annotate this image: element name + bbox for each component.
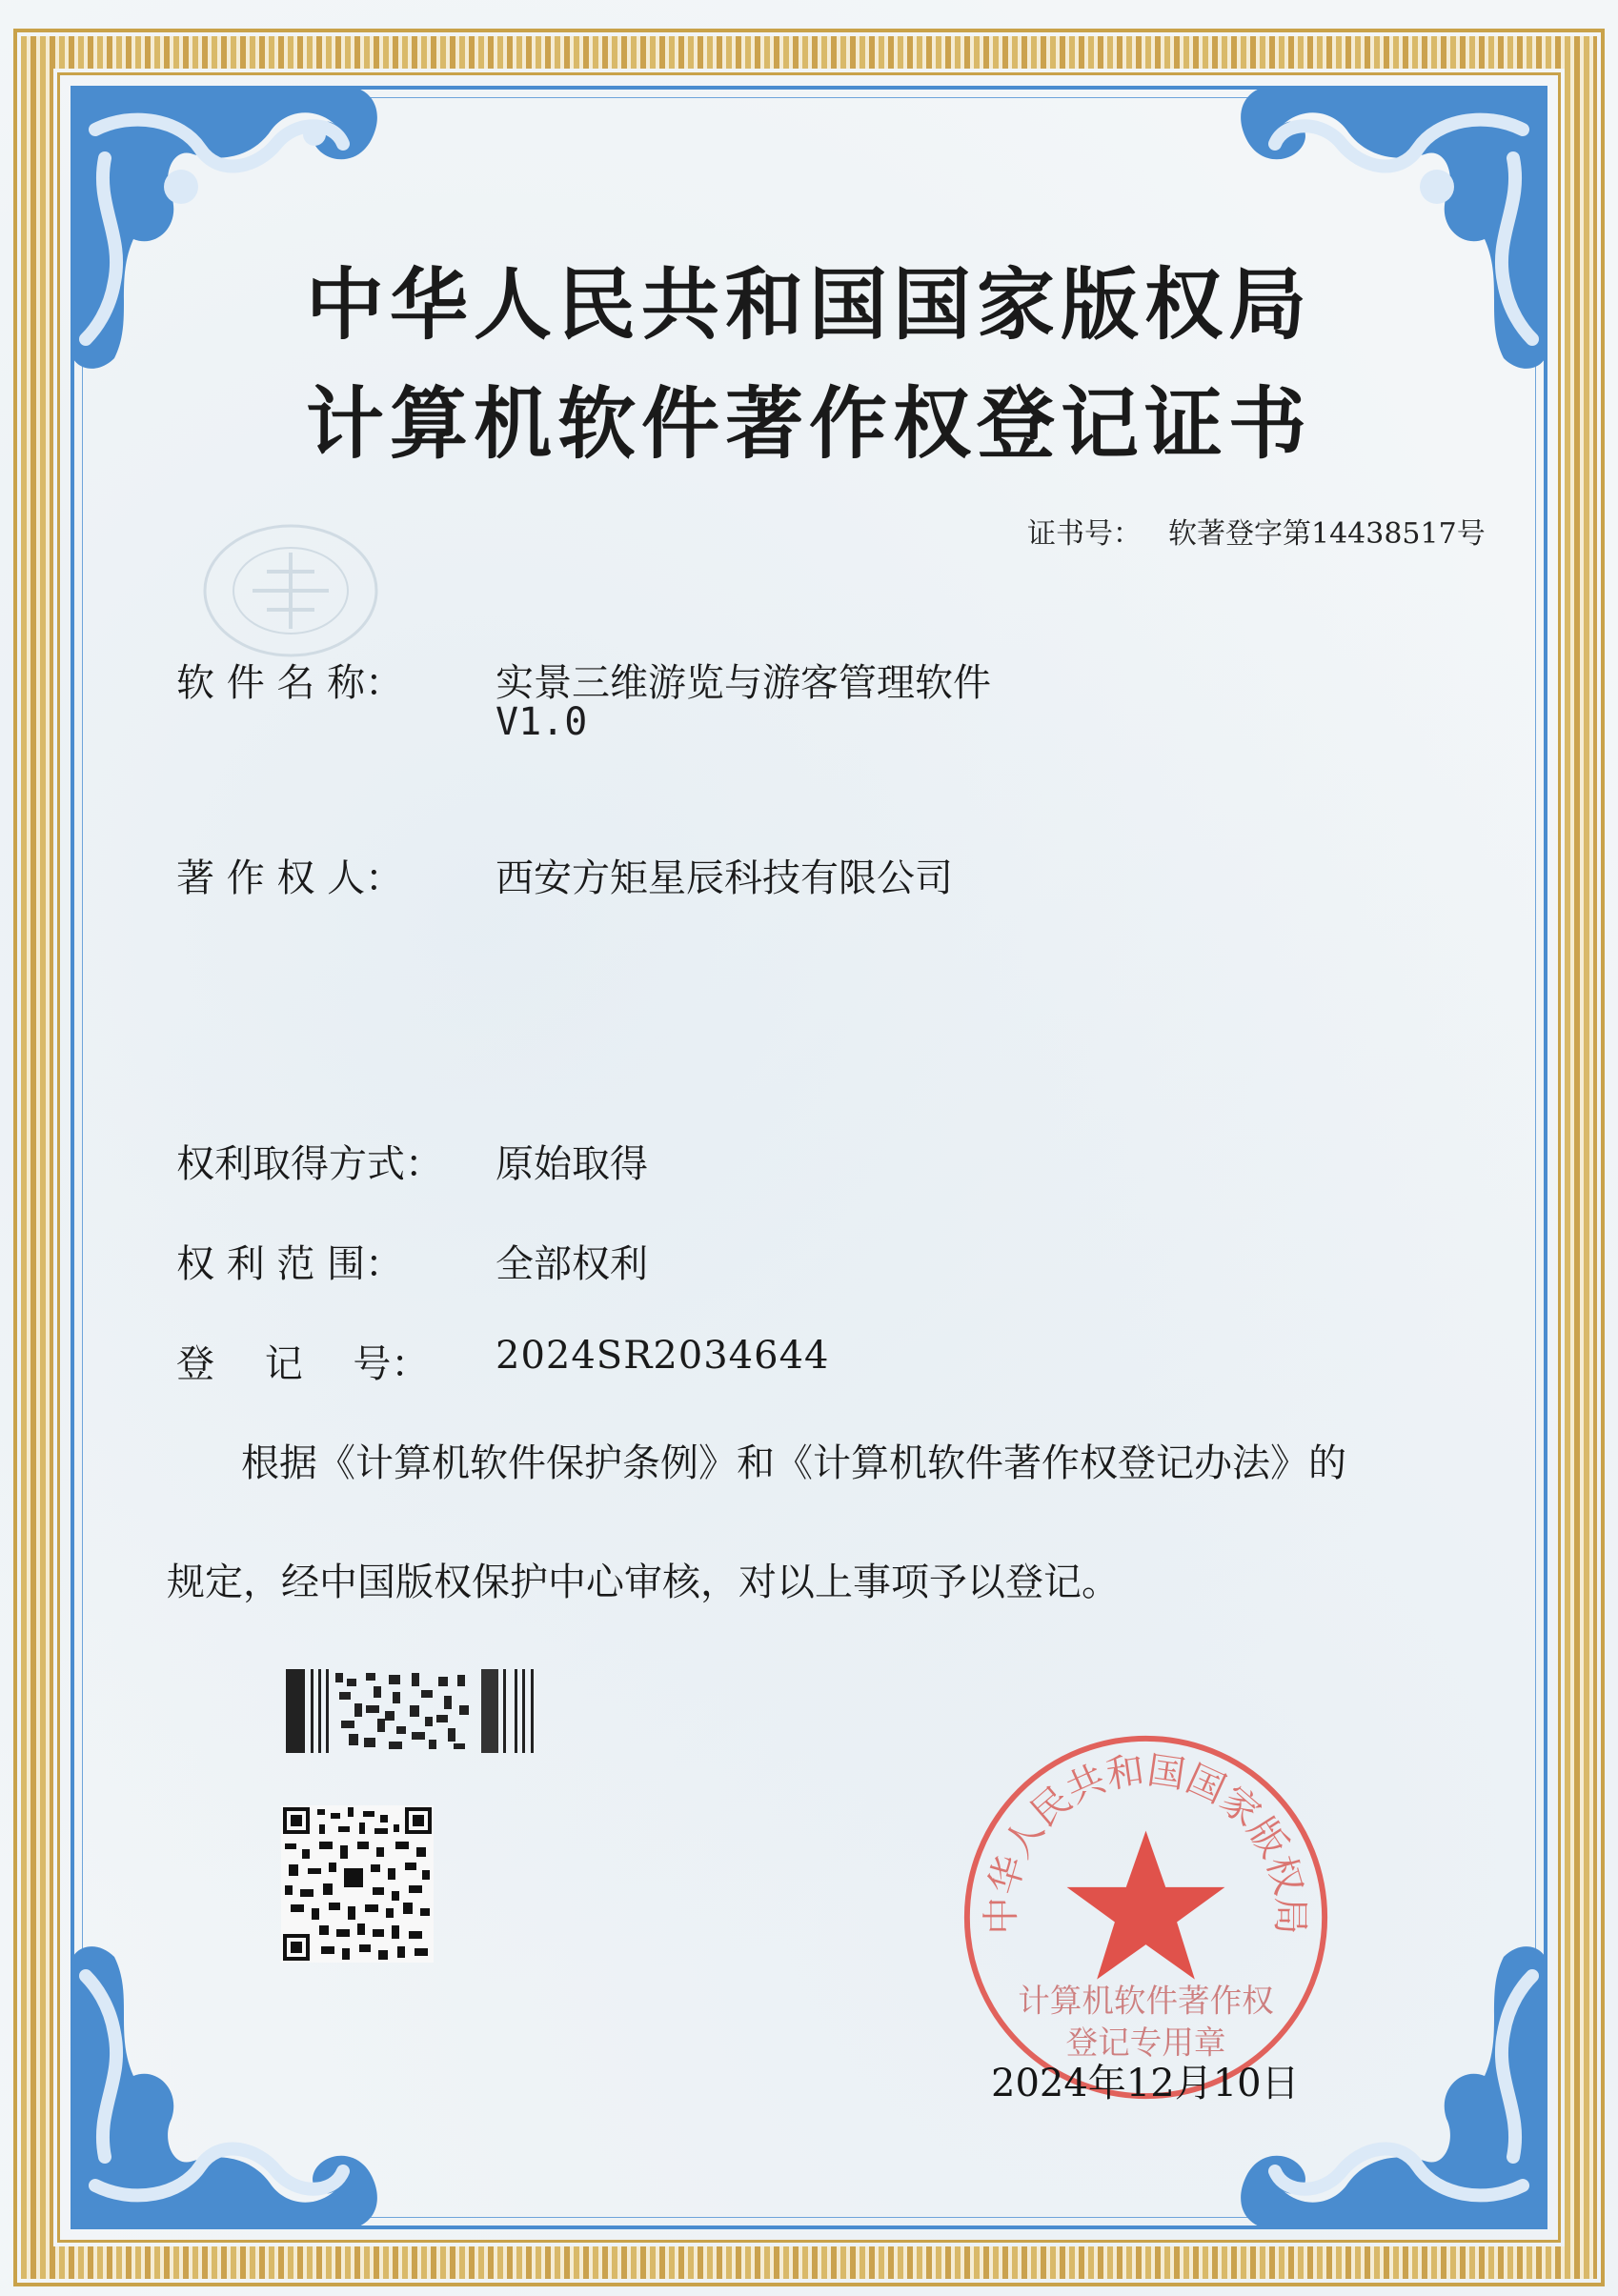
registration-number-value: 2024SR2034644 bbox=[496, 1334, 830, 1378]
copyright-owner-label: 著 作 权 人： bbox=[176, 856, 404, 900]
registration-number-field bbox=[176, 1334, 830, 1388]
certificate-number-value: 软著登字第14438517号 bbox=[1168, 517, 1486, 551]
rights-scope-field bbox=[176, 1234, 648, 1288]
copyright-owner-value: 西安方矩星辰科技有限公司 bbox=[496, 856, 953, 900]
certificate-title: 计算机软件著作权登记证书 bbox=[305, 378, 1312, 470]
rights-scope-value: 全部权利 bbox=[496, 1242, 648, 1286]
rights-scope-label: 权 利 范 围： bbox=[176, 1242, 404, 1286]
software-name-label: 软 件 名 称： bbox=[176, 661, 404, 705]
official-seal bbox=[958, 1729, 1334, 2105]
registration-number-label: 登 记 号： bbox=[176, 1342, 430, 1386]
certificate-number-label: 证书号： bbox=[1027, 517, 1142, 551]
statement-line-2: 规定，经中国版权保护中心审核，对以上事项予以登记。 bbox=[167, 1561, 1120, 1604]
statement-line-1: 根据《计算机软件保护条例》和《计算机软件著作权登记办法》的 bbox=[241, 1441, 1346, 1485]
star-icon bbox=[1067, 1831, 1225, 1980]
software-name-field bbox=[176, 653, 991, 707]
certificate-number bbox=[1027, 510, 1486, 552]
seal-inner-line-2: 登记专用章 bbox=[1065, 2024, 1226, 2062]
copyright-owner-field bbox=[176, 848, 953, 902]
acquisition-method-value: 原始取得 bbox=[496, 1142, 648, 1186]
seal-outer-text: 中华人民共和国国家版权局 bbox=[980, 1748, 1312, 1935]
barcode-icon bbox=[286, 1667, 536, 1755]
acquisition-method-label: 权利取得方式： bbox=[176, 1142, 443, 1186]
qr-code-icon bbox=[281, 1805, 434, 1963]
software-name-value: 实景三维游览与游客管理软件 bbox=[496, 661, 991, 705]
issue-date: 2024年12月10日 bbox=[991, 2062, 1300, 2105]
corner-ornament-icon bbox=[57, 1928, 400, 2243]
seal-inner-line-1: 计算机软件著作权 bbox=[1018, 1982, 1274, 2020]
issuer-title: 中华人民共和国国家版权局 bbox=[305, 259, 1312, 351]
software-version-value: V1.0 bbox=[496, 700, 588, 744]
acquisition-method-field bbox=[176, 1134, 648, 1188]
emblem-watermark-icon bbox=[195, 519, 386, 662]
